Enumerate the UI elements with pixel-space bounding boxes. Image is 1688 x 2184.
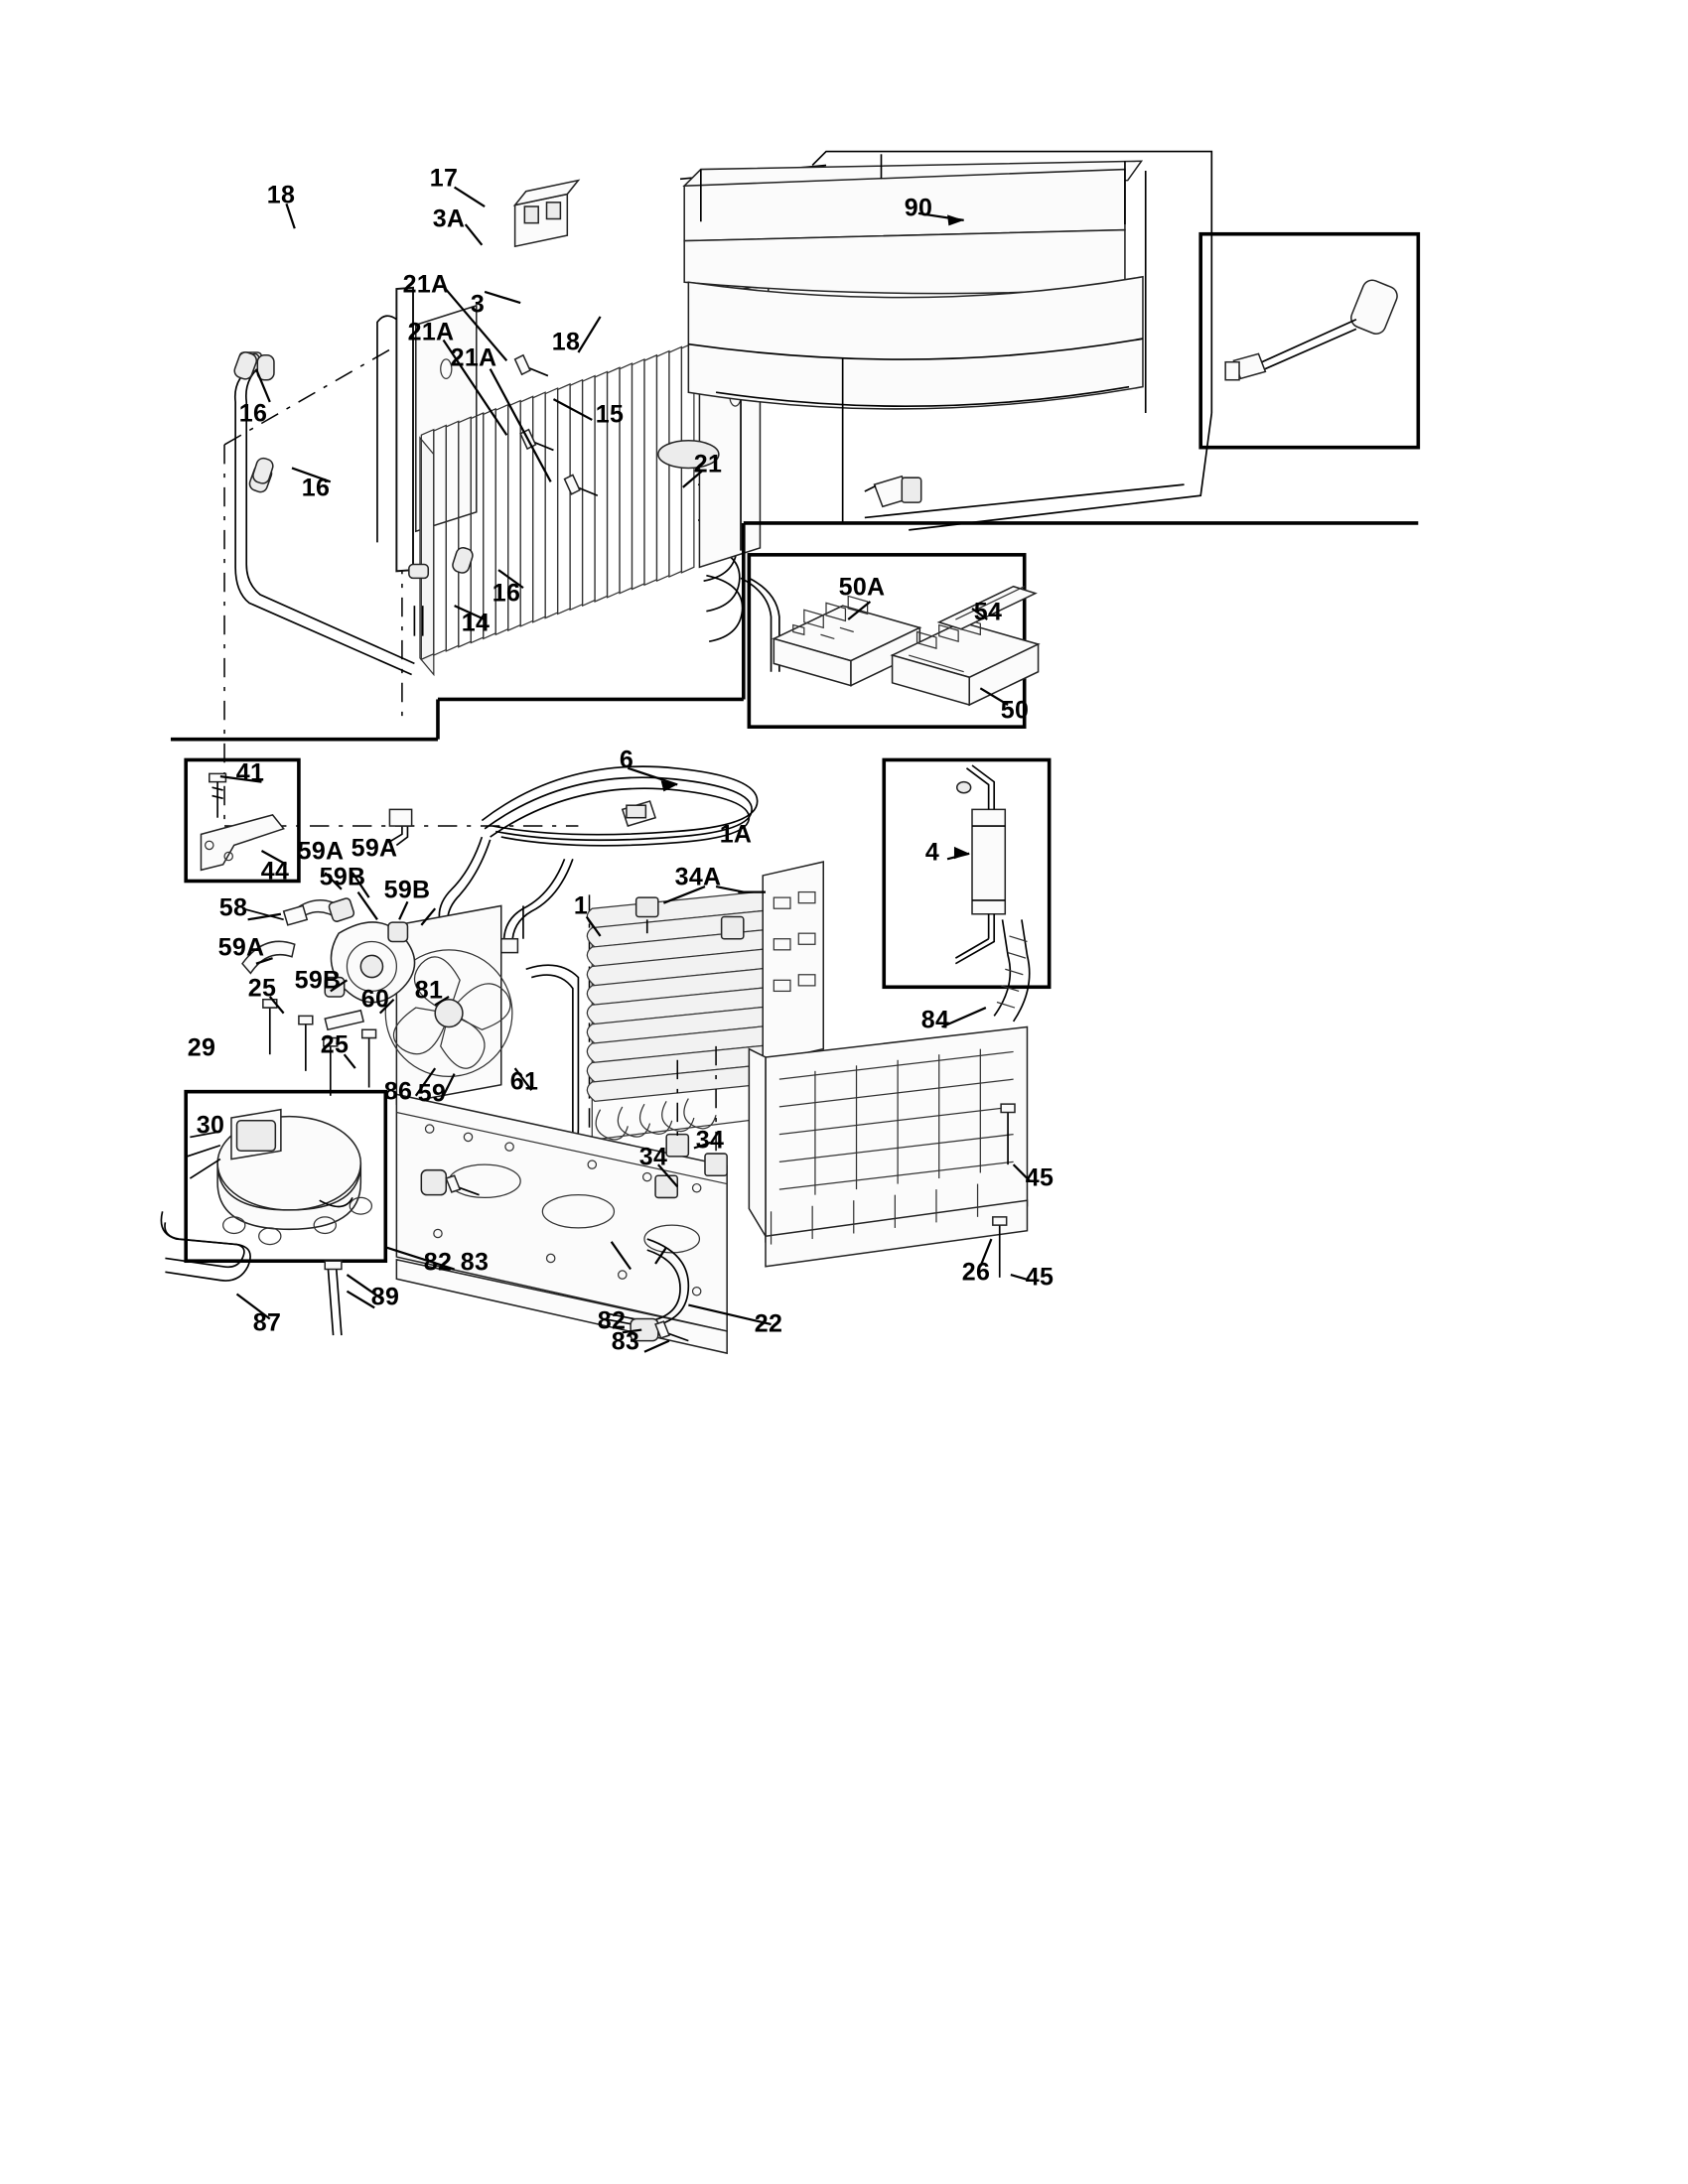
- callout-45-2: 45: [1025, 1263, 1055, 1292]
- callout-59b-3: 59B: [294, 966, 342, 995]
- callout-60: 60: [360, 985, 390, 1014]
- callout-34a: 34A: [674, 863, 722, 891]
- callout-59b-2: 59B: [383, 876, 431, 904]
- callout-6: 6: [619, 746, 634, 774]
- callout-44: 44: [260, 857, 290, 886]
- callout-14: 14: [461, 609, 491, 637]
- callout-4: 4: [924, 838, 940, 867]
- callout-15: 15: [595, 400, 625, 429]
- callout-30: 30: [196, 1111, 225, 1140]
- callout-29: 29: [187, 1033, 216, 1062]
- callout-41: 41: [235, 758, 265, 787]
- callout-18: 18: [266, 181, 296, 209]
- callout-59a-3: 59A: [217, 933, 265, 962]
- callout-45-1: 45: [1025, 1163, 1055, 1192]
- callout-34-1: 34: [695, 1126, 725, 1155]
- callout-21a-2: 21A: [407, 318, 455, 346]
- callout-59b-1: 59B: [319, 863, 366, 891]
- callout-18-mid: 18: [551, 328, 581, 356]
- callout-1: 1: [573, 891, 589, 920]
- callout-50: 50: [1000, 696, 1030, 725]
- callout-89: 89: [370, 1283, 400, 1311]
- callout-21a-3: 21A: [450, 343, 497, 372]
- callout-59a-1: 59A: [297, 837, 345, 866]
- callout-21: 21: [693, 450, 723, 478]
- panel-4-box: [884, 759, 1049, 987]
- callout-81: 81: [414, 976, 444, 1005]
- callout-17: 17: [429, 164, 459, 193]
- callout-34-2: 34: [638, 1143, 668, 1171]
- callout-22: 22: [754, 1309, 783, 1338]
- callout-50a: 50A: [838, 573, 886, 602]
- callout-16-2: 16: [301, 474, 331, 502]
- callout-1a: 1A: [719, 820, 753, 849]
- callout-59a-2: 59A: [351, 834, 398, 863]
- callout-90: 90: [904, 194, 933, 222]
- callout-86: 86: [383, 1077, 413, 1106]
- callout-16-1: 16: [238, 399, 268, 428]
- suction-line: [161, 1211, 250, 1281]
- callout-25-2: 25: [320, 1030, 350, 1059]
- callout-25-1: 25: [247, 974, 277, 1003]
- callout-26: 26: [961, 1258, 991, 1287]
- callout-83-1: 83: [460, 1248, 490, 1277]
- callout-61: 61: [509, 1067, 539, 1096]
- callout-84: 84: [920, 1006, 950, 1034]
- callout-59: 59: [417, 1079, 447, 1108]
- callout-54: 54: [973, 598, 1003, 626]
- callout-3: 3: [470, 290, 486, 319]
- callout-87: 87: [252, 1308, 282, 1337]
- panel-90-box: [1200, 234, 1418, 448]
- callout-83-2: 83: [611, 1327, 640, 1356]
- callout-82-1: 82: [423, 1248, 453, 1277]
- callout-21a-1: 21A: [402, 270, 450, 299]
- callout-82-2: 82: [597, 1306, 627, 1335]
- panel-50-box: [749, 555, 1038, 727]
- callout-58: 58: [218, 893, 248, 922]
- callout-16-3: 16: [492, 579, 521, 608]
- callout-3a: 3A: [432, 205, 466, 233]
- rod-89: [325, 1261, 342, 1335]
